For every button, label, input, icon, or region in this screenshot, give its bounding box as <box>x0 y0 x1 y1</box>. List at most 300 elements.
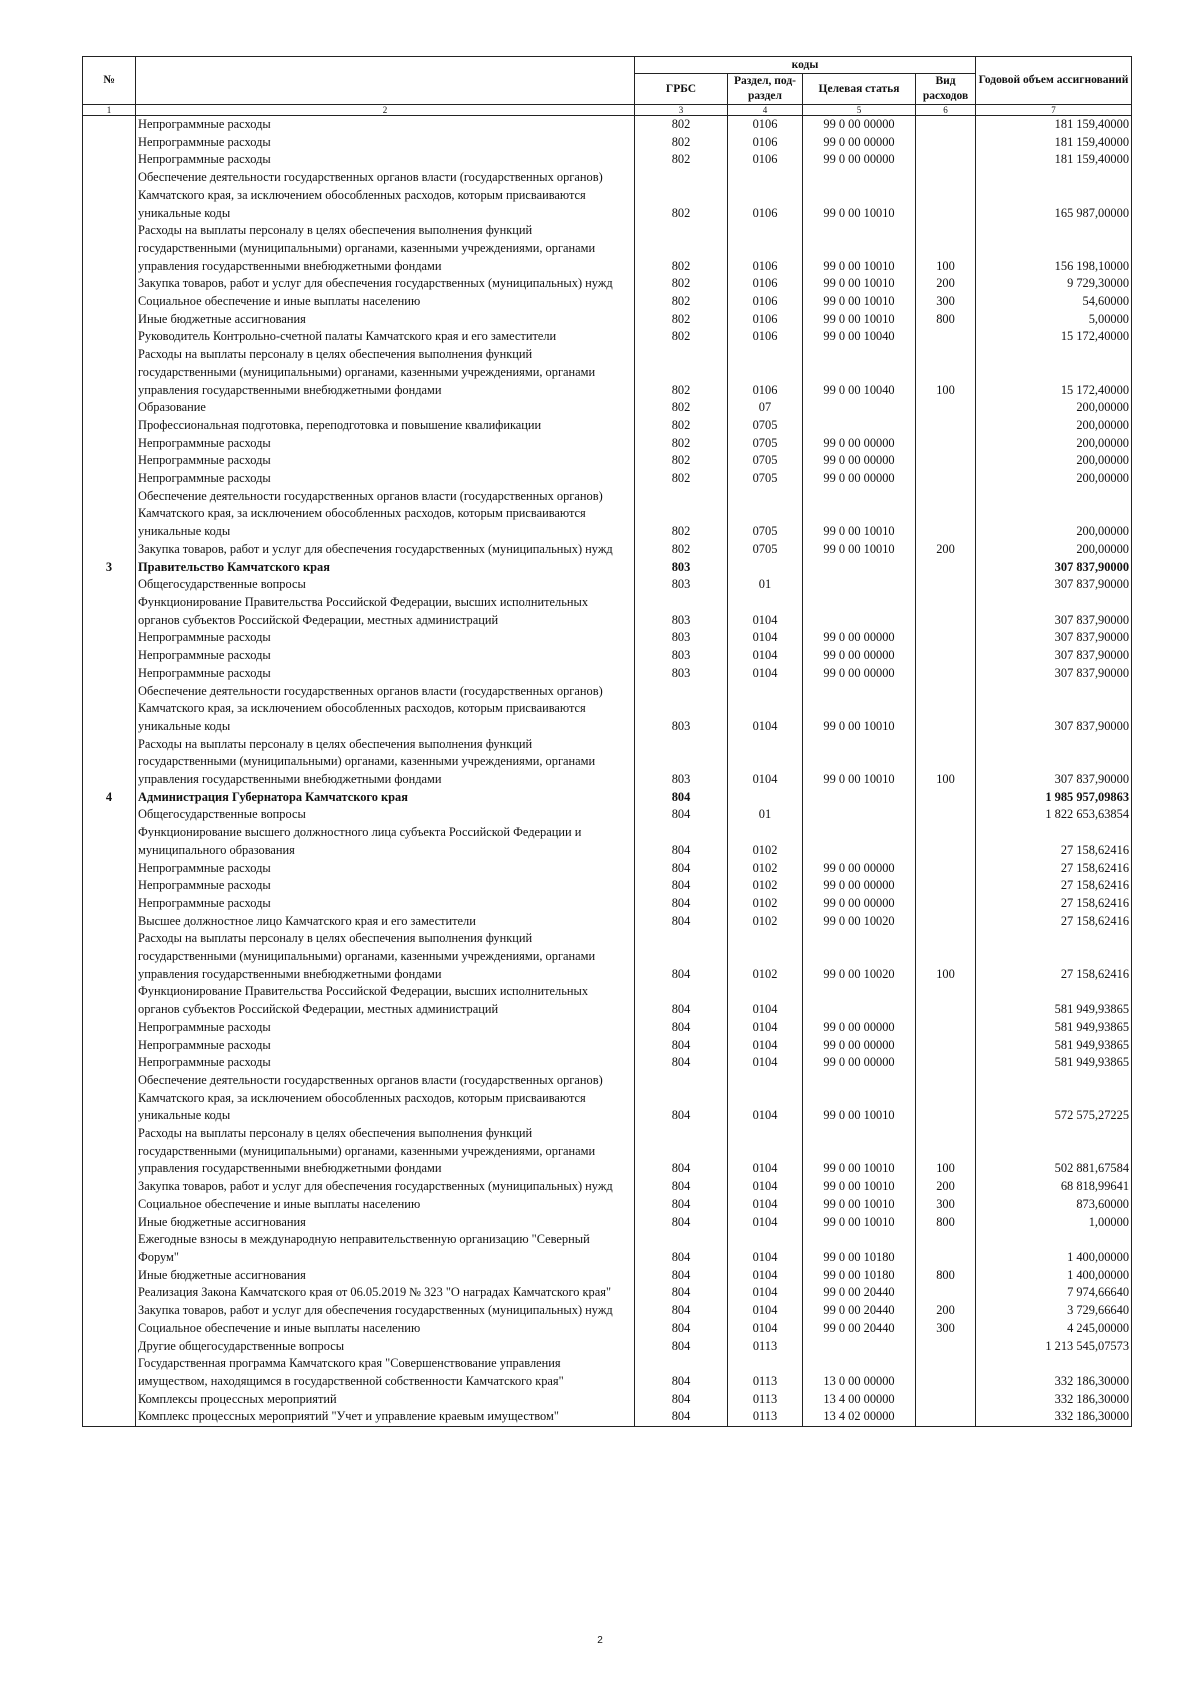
row-amount: 873,60000 <box>976 1196 1132 1214</box>
row-grbs: 802 <box>635 399 728 417</box>
row-amount: 581 949,93865 <box>976 983 1132 1018</box>
row-name: Непрограммные расходы <box>136 665 635 683</box>
row-num <box>83 1178 136 1196</box>
row-grbs: 804 <box>635 1408 728 1426</box>
table-row <box>83 983 1132 1018</box>
row-num <box>83 1125 136 1178</box>
row-target-article: 99 0 00 10010 <box>803 1214 916 1232</box>
row-num <box>83 576 136 594</box>
row-expense-type <box>916 913 976 931</box>
row-target-article: 99 0 00 10180 <box>803 1267 916 1285</box>
row-target-article <box>803 594 916 629</box>
row-expense-type <box>916 629 976 647</box>
row-razdel: 0104 <box>728 1231 803 1266</box>
table-row <box>83 1231 1132 1266</box>
row-expense-type <box>916 435 976 453</box>
row-name: Непрограммные расходы <box>136 647 635 665</box>
row-name: Закупка товаров, работ и услуг для обеспечения государственных (муниципальных) нужд <box>136 275 635 293</box>
row-grbs: 804 <box>635 1178 728 1196</box>
row-name: Общегосударственные вопросы <box>136 576 635 594</box>
row-grbs: 804 <box>635 789 728 807</box>
row-razdel: 0705 <box>728 417 803 435</box>
row-expense-type <box>916 1391 976 1409</box>
table-row <box>83 860 1132 878</box>
row-name: Непрограммные расходы <box>136 452 635 470</box>
row-name: Непрограммные расходы <box>136 470 635 488</box>
row-grbs: 804 <box>635 1019 728 1037</box>
row-razdel: 01 <box>728 576 803 594</box>
row-expense-type <box>916 169 976 222</box>
row-amount: 27 158,62416 <box>976 824 1132 859</box>
table-row <box>83 789 1132 807</box>
row-grbs: 804 <box>635 806 728 824</box>
row-amount: 307 837,90000 <box>976 576 1132 594</box>
table-row <box>83 1178 1132 1196</box>
row-num: 3 <box>83 559 136 577</box>
row-razdel: 0106 <box>728 116 803 134</box>
row-razdel: 0106 <box>728 293 803 311</box>
row-name: Общегосударственные вопросы <box>136 806 635 824</box>
row-num <box>83 824 136 859</box>
row-amount: 572 575,27225 <box>976 1072 1132 1125</box>
row-razdel: 0104 <box>728 983 803 1018</box>
column-number: 1 <box>83 105 136 116</box>
row-num <box>83 930 136 983</box>
row-name: Правительство Камчатского края <box>136 559 635 577</box>
table-row <box>83 293 1132 311</box>
table-row <box>83 275 1132 293</box>
row-grbs: 804 <box>635 860 728 878</box>
row-target-article: 99 0 00 10040 <box>803 346 916 399</box>
row-target-article <box>803 806 916 824</box>
table-row <box>83 629 1132 647</box>
row-num <box>83 1196 136 1214</box>
row-amount: 27 158,62416 <box>976 913 1132 931</box>
row-grbs: 804 <box>635 1196 728 1214</box>
row-name: Функционирование Правительства Российской Федерации, высших исполнительных органов субъектов Российской Федерации, местных администраций <box>136 983 635 1018</box>
table-row <box>83 1320 1132 1338</box>
row-razdel: 0106 <box>728 328 803 346</box>
row-target-article: 99 0 00 00000 <box>803 629 916 647</box>
row-amount: 181 159,40000 <box>976 151 1132 169</box>
row-target-article: 99 0 00 00000 <box>803 895 916 913</box>
table-row <box>83 683 1132 736</box>
header-name <box>136 57 635 105</box>
row-grbs: 803 <box>635 665 728 683</box>
row-razdel: 0104 <box>728 665 803 683</box>
row-razdel: 0104 <box>728 647 803 665</box>
row-name: Непрограммные расходы <box>136 435 635 453</box>
row-amount: 1 400,00000 <box>976 1267 1132 1285</box>
row-razdel <box>728 789 803 807</box>
row-expense-type: 200 <box>916 1178 976 1196</box>
row-razdel: 0104 <box>728 1214 803 1232</box>
row-expense-type: 800 <box>916 1214 976 1232</box>
budget-table <box>82 56 1132 1427</box>
row-num <box>83 983 136 1018</box>
row-grbs: 803 <box>635 683 728 736</box>
row-target-article: 99 0 00 10010 <box>803 311 916 329</box>
row-razdel: 0705 <box>728 488 803 541</box>
row-name: Комплексы процессных мероприятий <box>136 1391 635 1409</box>
row-amount: 1 822 653,63854 <box>976 806 1132 824</box>
row-grbs: 804 <box>635 877 728 895</box>
row-num <box>83 629 136 647</box>
row-expense-type <box>916 328 976 346</box>
table-body <box>83 116 1132 1427</box>
row-expense-type: 100 <box>916 736 976 789</box>
row-num <box>83 470 136 488</box>
row-target-article: 99 0 00 00000 <box>803 435 916 453</box>
row-name: Иные бюджетные ассигнования <box>136 311 635 329</box>
row-razdel: 0106 <box>728 346 803 399</box>
row-name: Обеспечение деятельности государственных органов власти (государственных органов) Камчатского края, за исключением обособленных расходов, которым присваиваются уникальные коды <box>136 169 635 222</box>
row-expense-type <box>916 1054 976 1072</box>
row-grbs: 802 <box>635 541 728 559</box>
row-expense-type <box>916 594 976 629</box>
row-amount: 9 729,30000 <box>976 275 1132 293</box>
row-grbs: 804 <box>635 1037 728 1055</box>
row-target-article: 99 0 00 00000 <box>803 1019 916 1037</box>
table-row <box>83 435 1132 453</box>
row-grbs: 802 <box>635 134 728 152</box>
row-amount: 27 158,62416 <box>976 930 1132 983</box>
row-name: Непрограммные расходы <box>136 629 635 647</box>
row-amount: 15 172,40000 <box>976 328 1132 346</box>
row-amount: 5,00000 <box>976 311 1132 329</box>
table-row <box>83 1037 1132 1055</box>
row-name: Закупка товаров, работ и услуг для обеспечения государственных (муниципальных) нужд <box>136 1178 635 1196</box>
row-num <box>83 541 136 559</box>
row-expense-type: 800 <box>916 311 976 329</box>
row-expense-type: 100 <box>916 346 976 399</box>
row-name: Закупка товаров, работ и услуг для обеспечения государственных (муниципальных) нужд <box>136 541 635 559</box>
row-razdel: 0106 <box>728 222 803 275</box>
row-num <box>83 594 136 629</box>
row-num <box>83 1037 136 1055</box>
row-razdel: 0104 <box>728 1072 803 1125</box>
row-grbs: 804 <box>635 1320 728 1338</box>
row-name: Иные бюджетные ассигнования <box>136 1267 635 1285</box>
row-grbs: 802 <box>635 169 728 222</box>
row-amount: 1 400,00000 <box>976 1231 1132 1266</box>
table-row <box>83 930 1132 983</box>
row-grbs: 804 <box>635 1214 728 1232</box>
row-razdel: 0106 <box>728 275 803 293</box>
row-target-article: 99 0 00 00000 <box>803 860 916 878</box>
row-target-article: 99 0 00 10010 <box>803 222 916 275</box>
row-expense-type <box>916 559 976 577</box>
row-num <box>83 488 136 541</box>
row-amount: 307 837,90000 <box>976 629 1132 647</box>
row-expense-type <box>916 983 976 1018</box>
row-grbs: 804 <box>635 1125 728 1178</box>
row-expense-type <box>916 470 976 488</box>
row-grbs: 802 <box>635 488 728 541</box>
row-target-article: 13 0 00 00000 <box>803 1355 916 1390</box>
row-razdel: 0104 <box>728 629 803 647</box>
row-amount: 200,00000 <box>976 452 1132 470</box>
row-name: Непрограммные расходы <box>136 877 635 895</box>
page-number: 2 <box>597 1635 603 1646</box>
row-target-article <box>803 559 916 577</box>
row-target-article: 13 4 02 00000 <box>803 1408 916 1426</box>
row-razdel: 0102 <box>728 930 803 983</box>
row-amount: 165 987,00000 <box>976 169 1132 222</box>
table-row <box>83 116 1132 134</box>
row-grbs: 804 <box>635 1302 728 1320</box>
row-num <box>83 1391 136 1409</box>
row-grbs: 804 <box>635 913 728 931</box>
row-grbs: 804 <box>635 824 728 859</box>
row-num <box>83 222 136 275</box>
row-num <box>83 275 136 293</box>
row-name: Обеспечение деятельности государственных органов власти (государственных органов) Камчатского края, за исключением обособленных расходов, которым присваиваются уникальные коды <box>136 683 635 736</box>
row-target-article: 99 0 00 10010 <box>803 1196 916 1214</box>
row-expense-type <box>916 1408 976 1426</box>
table-row <box>83 169 1132 222</box>
row-target-article: 99 0 00 10010 <box>803 488 916 541</box>
row-target-article <box>803 399 916 417</box>
row-target-article <box>803 824 916 859</box>
row-target-article: 99 0 00 00000 <box>803 1054 916 1072</box>
column-numbers-row <box>83 105 1132 116</box>
row-num <box>83 1355 136 1390</box>
table-row <box>83 134 1132 152</box>
row-expense-type <box>916 452 976 470</box>
row-num <box>83 1302 136 1320</box>
row-target-article: 99 0 00 10010 <box>803 541 916 559</box>
row-amount: 200,00000 <box>976 541 1132 559</box>
table-row <box>83 1267 1132 1285</box>
table-row <box>83 311 1132 329</box>
row-name: Социальное обеспечение и иные выплаты населению <box>136 293 635 311</box>
header-celevaya: Целевая статья <box>803 74 916 105</box>
row-razdel: 0102 <box>728 913 803 931</box>
row-expense-type <box>916 860 976 878</box>
row-expense-type <box>916 488 976 541</box>
row-expense-type: 800 <box>916 1267 976 1285</box>
row-target-article: 13 4 00 00000 <box>803 1391 916 1409</box>
row-num <box>83 328 136 346</box>
row-razdel: 07 <box>728 399 803 417</box>
row-target-article <box>803 1338 916 1356</box>
table-row <box>83 1196 1132 1214</box>
row-amount: 27 158,62416 <box>976 860 1132 878</box>
table-row <box>83 488 1132 541</box>
row-expense-type <box>916 576 976 594</box>
table-row <box>83 736 1132 789</box>
row-grbs: 804 <box>635 895 728 913</box>
row-target-article: 99 0 00 20440 <box>803 1320 916 1338</box>
row-name: Непрограммные расходы <box>136 1054 635 1072</box>
table-row <box>83 1125 1132 1178</box>
row-num: 4 <box>83 789 136 807</box>
table-row <box>83 1408 1132 1426</box>
row-amount: 332 186,30000 <box>976 1408 1132 1426</box>
row-name: Непрограммные расходы <box>136 151 635 169</box>
row-razdel: 0104 <box>728 1037 803 1055</box>
row-razdel: 0102 <box>728 895 803 913</box>
row-razdel: 0104 <box>728 1302 803 1320</box>
row-num <box>83 1284 136 1302</box>
row-num <box>83 1320 136 1338</box>
row-grbs: 802 <box>635 151 728 169</box>
row-expense-type <box>916 1231 976 1266</box>
row-grbs: 802 <box>635 293 728 311</box>
row-target-article: 99 0 00 10010 <box>803 1125 916 1178</box>
row-target-article: 99 0 00 10180 <box>803 1231 916 1266</box>
table-row <box>83 541 1132 559</box>
row-expense-type <box>916 151 976 169</box>
row-name: Функционирование Правительства Российской Федерации, высших исполнительных органов субъектов Российской Федерации, местных администраций <box>136 594 635 629</box>
row-num <box>83 877 136 895</box>
row-expense-type <box>916 806 976 824</box>
row-amount: 332 186,30000 <box>976 1355 1132 1390</box>
column-number: 3 <box>635 105 728 116</box>
row-razdel: 0104 <box>728 1267 803 1285</box>
row-grbs: 802 <box>635 116 728 134</box>
row-expense-type <box>916 1037 976 1055</box>
row-expense-type <box>916 1072 976 1125</box>
column-number: 2 <box>136 105 635 116</box>
row-razdel: 0102 <box>728 824 803 859</box>
row-razdel: 0106 <box>728 151 803 169</box>
row-amount: 15 172,40000 <box>976 346 1132 399</box>
row-expense-type <box>916 683 976 736</box>
row-num <box>83 417 136 435</box>
row-target-article: 99 0 00 10020 <box>803 913 916 931</box>
row-grbs: 803 <box>635 629 728 647</box>
table-row <box>83 1284 1132 1302</box>
row-razdel: 0113 <box>728 1391 803 1409</box>
row-amount: 181 159,40000 <box>976 116 1132 134</box>
table-row <box>83 1355 1132 1390</box>
row-name: Расходы на выплаты персоналу в целях обеспечения выполнения функций государственными (муниципальными) органами, казенными учреждениями, органами управления государственными внебюджетными фондами <box>136 736 635 789</box>
row-target-article: 99 0 00 10020 <box>803 930 916 983</box>
column-number: 7 <box>976 105 1132 116</box>
row-razdel: 0106 <box>728 311 803 329</box>
row-expense-type <box>916 417 976 435</box>
row-name: Непрограммные расходы <box>136 895 635 913</box>
table-row <box>83 895 1132 913</box>
row-target-article: 99 0 00 20440 <box>803 1302 916 1320</box>
row-amount: 332 186,30000 <box>976 1391 1132 1409</box>
table-row <box>83 222 1132 275</box>
row-name: Расходы на выплаты персоналу в целях обеспечения выполнения функций государственными (муниципальными) органами, казенными учреждениями, органами управления государственными внебюджетными фондами <box>136 1125 635 1178</box>
row-grbs: 804 <box>635 1391 728 1409</box>
row-amount: 1,00000 <box>976 1214 1132 1232</box>
row-amount: 307 837,90000 <box>976 594 1132 629</box>
row-num <box>83 1231 136 1266</box>
row-target-article: 99 0 00 10010 <box>803 169 916 222</box>
table-row <box>83 346 1132 399</box>
row-expense-type: 200 <box>916 1302 976 1320</box>
table-row <box>83 576 1132 594</box>
row-name: Расходы на выплаты персоналу в целях обеспечения выполнения функций государственными (муниципальными) органами, казенными учреждениями, органами управления государственными внебюджетными фондами <box>136 930 635 983</box>
row-target-article: 99 0 00 20440 <box>803 1284 916 1302</box>
row-num <box>83 913 136 931</box>
row-num <box>83 116 136 134</box>
row-grbs: 803 <box>635 736 728 789</box>
row-num <box>83 895 136 913</box>
row-name: Руководитель Контрольно-счетной палаты Камчатского края и его заместители <box>136 328 635 346</box>
row-amount: 1 985 957,09863 <box>976 789 1132 807</box>
row-num <box>83 293 136 311</box>
row-amount: 156 198,10000 <box>976 222 1132 275</box>
row-target-article: 99 0 00 00000 <box>803 151 916 169</box>
table-row <box>83 806 1132 824</box>
row-num <box>83 311 136 329</box>
row-target-article: 99 0 00 10010 <box>803 293 916 311</box>
row-grbs: 802 <box>635 328 728 346</box>
column-number: 5 <box>803 105 916 116</box>
header-grbs: ГРБС <box>635 74 728 105</box>
row-grbs: 804 <box>635 930 728 983</box>
row-grbs: 804 <box>635 1355 728 1390</box>
row-num <box>83 151 136 169</box>
table-row <box>83 559 1132 577</box>
row-name: Государственная программа Камчатского края "Совершенствование управления имуществом, находящимся в государственной собственности Камчатского края" <box>136 1355 635 1390</box>
row-target-article: 99 0 00 10010 <box>803 1072 916 1125</box>
table-row <box>83 647 1132 665</box>
row-name: Обеспечение деятельности государственных органов власти (государственных органов) Камчатского края, за исключением обособленных расходов, которым присваиваются уникальные коды <box>136 488 635 541</box>
row-target-article: 99 0 00 00000 <box>803 877 916 895</box>
row-num <box>83 806 136 824</box>
row-razdel: 0104 <box>728 736 803 789</box>
header-num: № <box>83 57 136 105</box>
row-expense-type: 300 <box>916 1196 976 1214</box>
row-amount: 68 818,99641 <box>976 1178 1132 1196</box>
row-grbs: 803 <box>635 594 728 629</box>
row-num <box>83 1214 136 1232</box>
row-razdel: 0104 <box>728 1054 803 1072</box>
table-row <box>83 1072 1132 1125</box>
row-num <box>83 1267 136 1285</box>
row-razdel: 0705 <box>728 452 803 470</box>
row-razdel: 0113 <box>728 1408 803 1426</box>
row-expense-type: 200 <box>916 541 976 559</box>
row-grbs: 804 <box>635 1267 728 1285</box>
row-num <box>83 665 136 683</box>
header-razdel: Раздел, под-раздел <box>728 74 803 105</box>
row-amount: 307 837,90000 <box>976 647 1132 665</box>
row-amount: 27 158,62416 <box>976 895 1132 913</box>
table-row <box>83 452 1132 470</box>
row-name: Комплекс процессных мероприятий "Учет и управление краевым имуществом" <box>136 1408 635 1426</box>
row-grbs: 802 <box>635 435 728 453</box>
row-amount: 200,00000 <box>976 488 1132 541</box>
table-row <box>83 470 1132 488</box>
row-amount: 4 245,00000 <box>976 1320 1132 1338</box>
table-row <box>83 1391 1132 1409</box>
table-row <box>83 877 1132 895</box>
row-razdel: 0102 <box>728 860 803 878</box>
table-row <box>83 328 1132 346</box>
row-num <box>83 1408 136 1426</box>
row-num <box>83 1054 136 1072</box>
row-target-article <box>803 789 916 807</box>
row-grbs: 802 <box>635 311 728 329</box>
row-name: Ежегодные взносы в международную неправительственную организацию "Северный Форум" <box>136 1231 635 1266</box>
row-num <box>83 346 136 399</box>
row-razdel: 0104 <box>728 594 803 629</box>
row-amount: 200,00000 <box>976 417 1132 435</box>
row-expense-type: 300 <box>916 1320 976 1338</box>
row-razdel: 0113 <box>728 1355 803 1390</box>
row-amount: 181 159,40000 <box>976 134 1132 152</box>
header-codes: коды <box>635 57 976 74</box>
